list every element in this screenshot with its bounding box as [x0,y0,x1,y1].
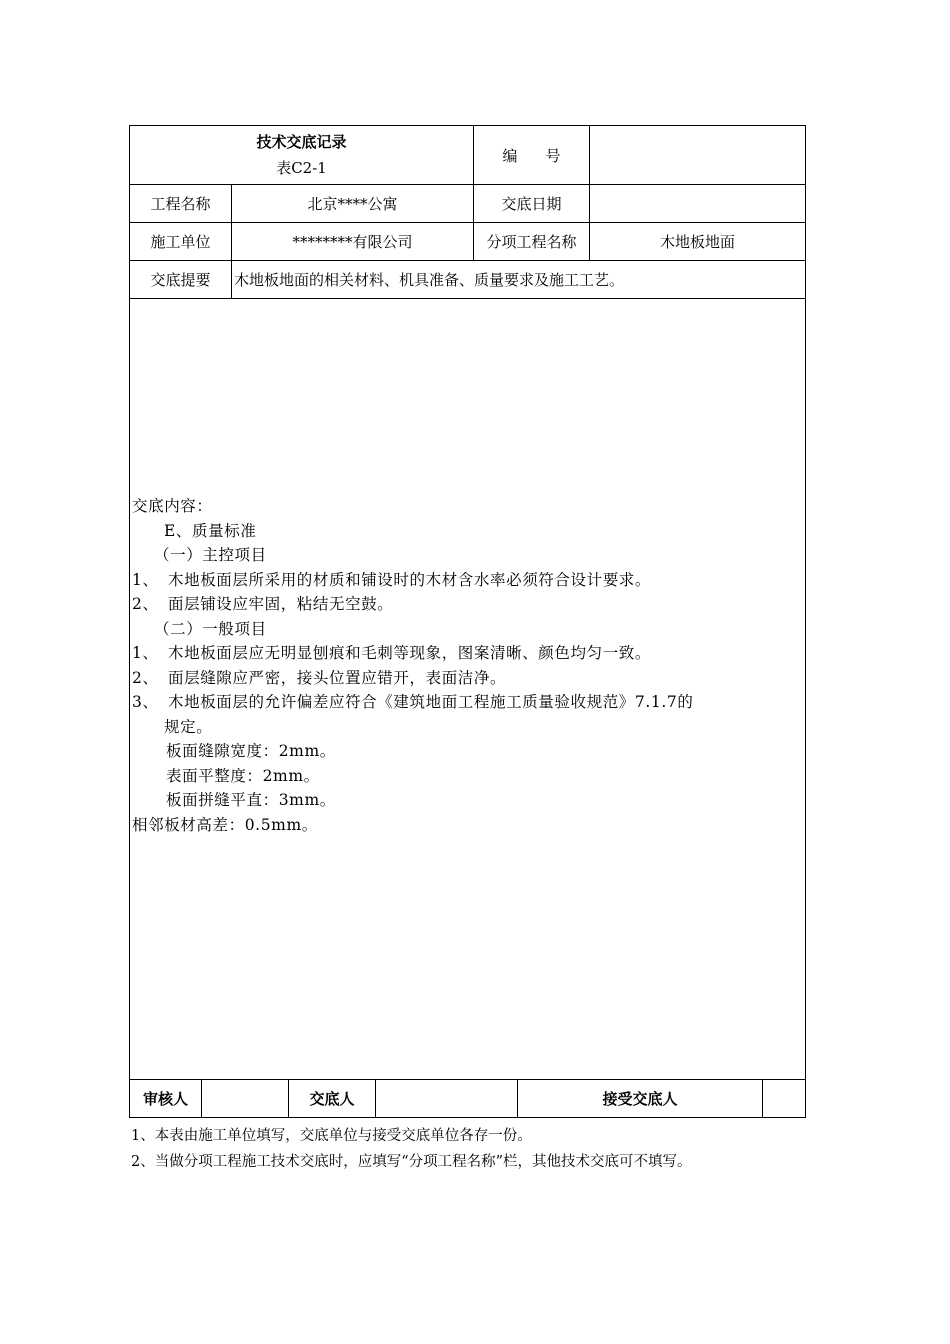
footnote: 2、当做分项工程施工技术交底时，应填写“分项工程名称”栏，其他技术交底可不填写。 [131,1154,692,1170]
form-table [129,125,806,1080]
date-field[interactable] [590,185,806,223]
number-label: 编号 [502,146,589,165]
list-item: 1、 木地板面层应无明显刨痕和毛刺等现象，图案清晰、颜色均匀一致。 [132,644,652,662]
main-control-title: （一）主控项目 [154,546,267,564]
tolerance-line: 表面平整度：2mm。 [166,766,320,785]
receiver-label: 接受交底人 [518,1079,763,1117]
summary-value[interactable]: 木地板地面的相关材料、机具准备、质量要求及施工工艺。 [232,261,806,299]
summary-label: 交底提要 [130,261,232,299]
number-field[interactable] [590,126,806,185]
contractor-label: 施工单位 [130,223,232,261]
list-item: 1、 木地板面层所采用的材质和铺设时的木材含水率必须符合设计要求。 [132,570,652,589]
list-item-continuation: 规定。 [164,717,213,736]
project-name-label: 工程名称 [130,185,232,223]
disclosure-content [132,494,803,837]
footnote: 1、本表由施工单位填写，交底单位与接受交底单位各存一份。 [131,1128,532,1144]
reviewer-field[interactable] [202,1079,289,1117]
section-title: E、质量标准 [164,521,257,540]
content-cell [130,299,806,1080]
form-code: 表C2-1 [276,159,327,177]
footnotes [131,1123,692,1175]
signature-table [129,1079,806,1118]
date-label: 交底日期 [474,185,590,223]
subproject-value[interactable]: 木地板地面 [590,223,806,261]
reviewer-label: 审核人 [130,1079,202,1117]
form-title: 技术交底记录 [256,133,347,151]
technical-disclosure-form [129,125,805,1118]
tolerance-line: 板面缝隙宽度：2mm。 [166,742,336,760]
receiver-field[interactable] [763,1079,806,1117]
project-name-value[interactable]: 北京****公寓 [232,185,474,223]
list-item: 2、 面层缝隙应严密，接头位置应错开，表面洁净。 [132,668,507,687]
tolerance-line: 板面拼缝平直：3mm。 [166,791,336,809]
contractor-value[interactable]: ********有限公司 [232,223,474,261]
list-item: 2、 面层铺设应牢固，粘结无空鼓。 [132,595,394,613]
list-item: 3、 木地板面层的允许偏差应符合《建筑地面工程施工质量验收规范》7.1.7的 [132,693,694,711]
discloser-label: 交底人 [289,1079,376,1117]
number-label-cell [474,126,590,185]
general-title: （二）一般项目 [154,619,267,638]
form-title-cell [130,126,474,185]
content-heading: 交底内容： [132,497,213,515]
subproject-label: 分项工程名称 [474,223,590,261]
discloser-field[interactable] [376,1079,518,1117]
tolerance-line: 相邻板材高差：0.5mm。 [132,815,318,834]
